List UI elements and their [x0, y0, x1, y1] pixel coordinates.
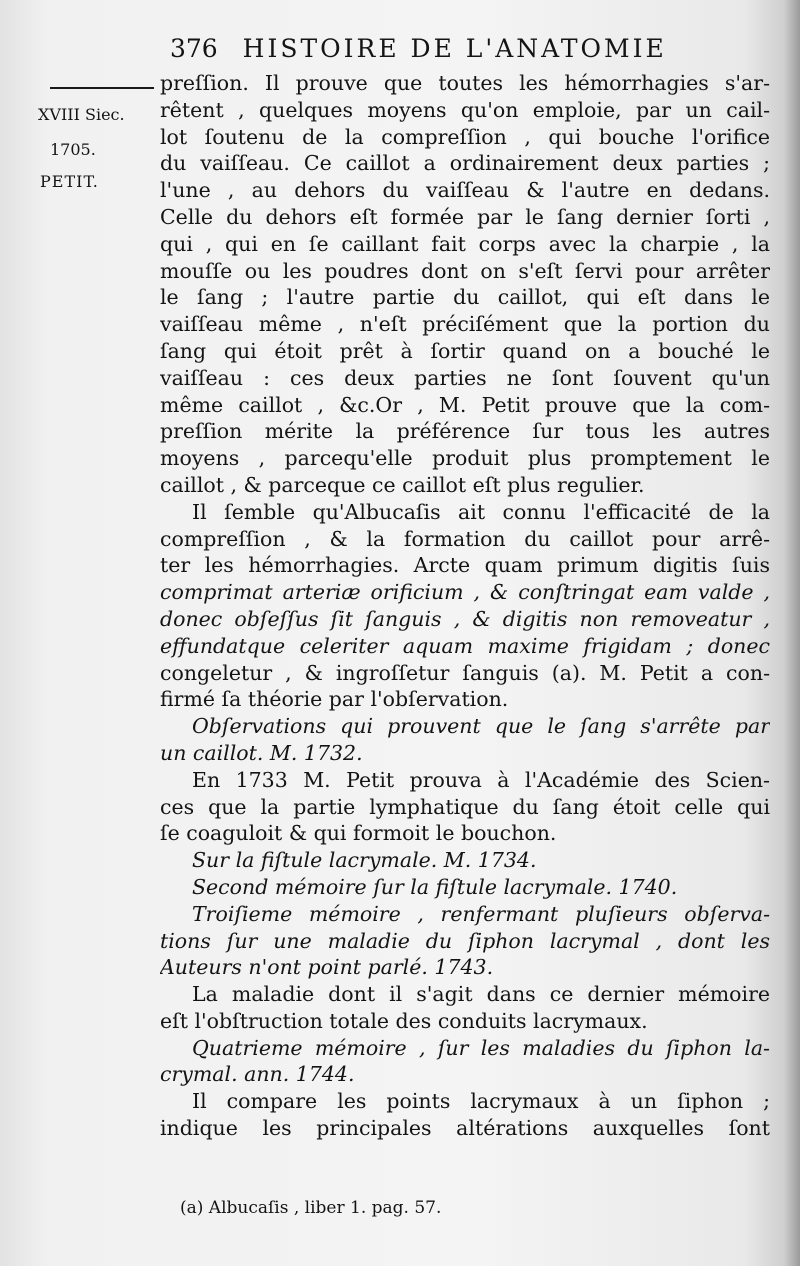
text-line: Celle du dehors eſt formée par le ſang dernier ſorti ,: [160, 204, 770, 229]
text-line: En 1733 M. Petit prouva à l'Académie des Scien-: [192, 767, 770, 792]
text-line: compreſſion , & la formation du caillot pour arrê-: [160, 526, 770, 551]
text-line: le ſang ; l'autre partie du caillot, qui eſt dans le: [160, 285, 770, 310]
text-line: La maladie dont il s'agit dans ce dernier mémoire: [192, 982, 770, 1007]
text-line: crymal. ann. 1744.: [160, 1062, 355, 1087]
text-line: congeletur , & ingroſſetur ſanguis (a). M. Petit a con-: [160, 660, 770, 685]
text-line: Il ſemble qu'Albucaſis ait connu l'efficacité de la: [192, 499, 770, 524]
text-line: tions ſur une maladie du ſiphon lacrymal , dont les: [160, 928, 770, 953]
text-line: vaiſſeau même , n'eſt préciſément que la portion du: [160, 312, 770, 337]
text-line: lot ſoutenu de la compreſſion , qui bouche l'orifice: [160, 124, 770, 149]
margin-year: 1705.: [50, 140, 96, 159]
text-line: caillot , & parceque ce caillot eſt plus regulier.: [160, 472, 645, 497]
margin-rule: [50, 87, 154, 89]
text-line: rêtent , quelques moyens qu'on emploie, par un cail-: [160, 97, 770, 122]
text-line: ter les hémorrhagies. Arcte quam primum digitis ſuis: [160, 553, 770, 578]
running-header: [170, 34, 790, 63]
text-line: Quatrieme mémoire , ſur les maladies du ſiphon la-: [192, 1035, 770, 1060]
text-line: donec obſeſſus ſit ſanguis , & digitis non removeatur ,: [160, 606, 770, 631]
text-line: un caillot. M. 1732.: [160, 740, 363, 765]
text-line: preſſion mérite la préférence ſur tous les autres: [160, 419, 770, 444]
text-line: même caillot , &c.Or , M. Petit prouve que la com-: [160, 392, 770, 417]
text-line: comprimat arteriæ orificium , & conſtringat eam valde ,: [160, 580, 770, 605]
text-line: Second mémoire ſur la fiſtule lacrymale. 1740.: [192, 874, 678, 899]
body-text: [160, 70, 770, 1142]
text-line: indique les principales altérations auxquelles ſont: [160, 1116, 770, 1141]
text-line: qui , qui en ſe caillant fait corps avec la charpie , la: [160, 231, 770, 256]
text-line: Sur la fiſtule lacrymale. M. 1734.: [192, 848, 537, 873]
text-line: ſang qui étoit prêt à ſortir quand on a bouché le: [160, 338, 770, 363]
text-line: Il compare les points lacrymaux à un ſiphon ;: [192, 1089, 770, 1114]
footnote: (a) Albucaſis , liber 1. pag. 57.: [180, 1198, 442, 1218]
text-line: eſt l'obſtruction totale des conduits lacrymaux.: [160, 1008, 648, 1033]
text-line: Troiſieme mémoire , renfermant pluſieurs obſerva-: [192, 901, 770, 926]
text-line: moyens , parcequ'elle produit plus promptement le: [160, 446, 770, 471]
text-line: preſſion. Il prouve que toutes les hémorrhagies s'ar-: [160, 71, 770, 95]
text-line: vaiſſeau : ces deux parties ne ſont ſouvent qu'un: [160, 365, 770, 390]
page-number: 376: [170, 34, 218, 63]
margin-century: XVIII Siec.: [38, 105, 125, 124]
text-line: mouſſe ou les poudres dont on s'eſt ſervi pour arrêter: [160, 258, 770, 283]
text-line: ſe coaguloit & qui formoit le bouchon.: [160, 821, 557, 846]
margin-author: PETIT.: [40, 172, 99, 191]
text-line: ces que la partie lymphatique du ſang étoit celle qui: [160, 794, 770, 819]
text-line: l'une , au dehors du vaiſſeau & l'autre en dedans.: [160, 178, 770, 203]
text-line: effundatque celeriter aquam maxime frigidam ; donec: [160, 633, 770, 658]
text-line: du vaiſſeau. Ce caillot a ordinairement deux parties ;: [160, 151, 770, 176]
text-line: firmé ſa théorie par l'obſervation.: [160, 687, 509, 712]
text-line: Auteurs n'ont point parlé. 1743.: [160, 955, 494, 980]
running-title: HISTOIRE DE L'ANATOMIE: [242, 34, 667, 63]
text-line: Obſervations qui prouvent que le ſang s'arrête par: [192, 714, 770, 739]
